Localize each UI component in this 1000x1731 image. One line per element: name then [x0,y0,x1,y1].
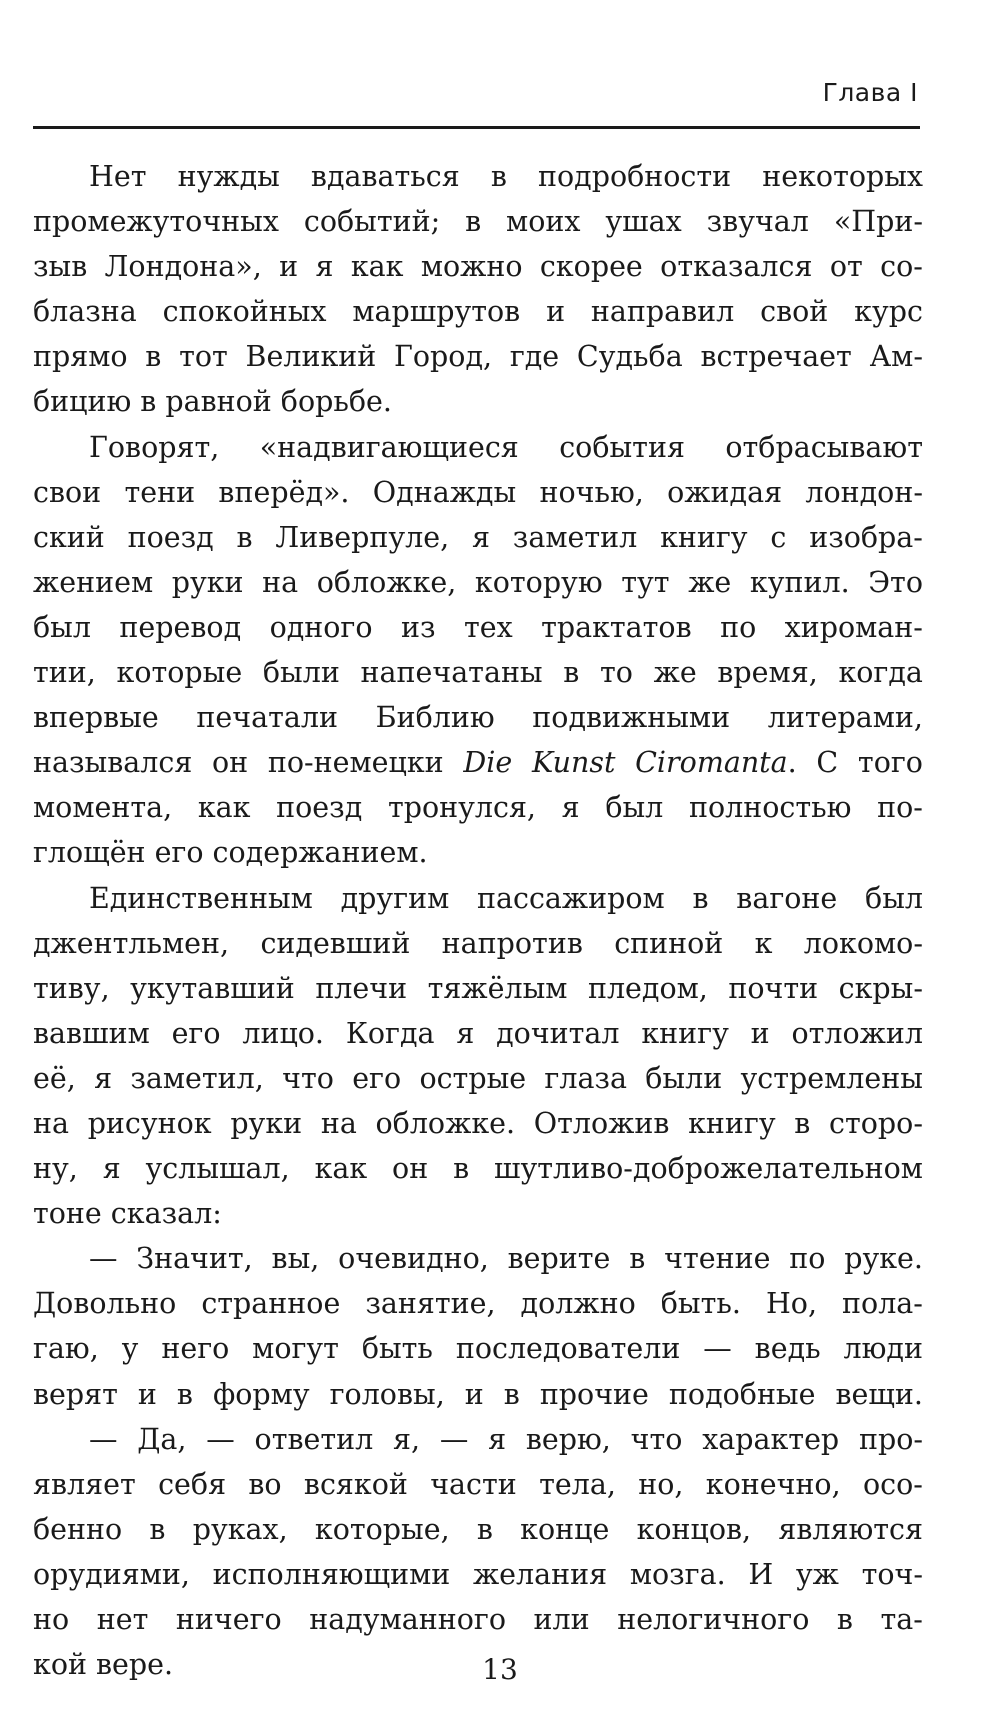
text-line: был перевод одного из тех трактатов по хироман- [33,610,923,644]
text-line: момента, как поезд тронулся, я был полностью по- [33,791,923,825]
text-line: — Да, — ответил я, — я верю, что характер про- [89,1422,923,1456]
text-line: но нет ничего надуманного или нелогичного в та- [33,1603,923,1636]
text-line: впервые печатали Библию подвижными литерами, [33,701,923,735]
text-line: бицию в равной борьбе. [33,385,392,419]
text-line: жением руки на обложке, которую тут же купил. Это [33,565,923,599]
text-line: ну, я услышал, как он в шутливо-доброжелательном [33,1152,923,1186]
text-line: блазна спокойных маршрутов и направил свой курс [33,295,923,329]
text-line: тии, которые были напечатаны в то же время, когда [33,656,923,690]
text-line: бенно в руках, которые, в конце концов, являются [33,1512,923,1546]
page-number: 13 [482,1653,518,1686]
text-line: на рисунок руки на обложке. Отложив книгу в сторо- [33,1106,923,1140]
text-line: Довольно странное занятие, должно быть. Но, пола- [33,1287,923,1321]
text-line: орудиями, исполняющими желания мозга. И уж точ- [33,1557,923,1591]
text-line: назывался он по-немецки Die Kunst Ciromanta. С того [33,746,923,780]
text-line: ский поезд в Ливерпуле, я заметил книгу с изобра- [33,520,923,554]
text-line: являет себя во всякой части тела, но, конечно, осо- [33,1467,923,1501]
text-line: промежуточных событий; в моих ушах звучал «При- [33,205,923,239]
text-line: кой вере. [33,1648,174,1682]
text-line: Говорят, «надвигающиеся события отбрасывают [89,430,923,464]
text-line: её, я заметил, что его острые глаза были устремлены [33,1061,923,1095]
text-line: прямо в тот Великий Город, где Судьба встречает Ам- [33,340,923,374]
body-text [33,154,923,1687]
text-line: глощён его содержанием. [33,836,428,870]
chapter-title: Глава I [822,78,918,107]
text-line: гаю, у него могут быть последователи — ведь люди [33,1332,923,1366]
text-line: верят и в форму головы, и в прочие подобные вещи. [33,1377,923,1411]
running-header [33,74,920,129]
text-line: джентльмен, сидевший напротив спиной к локомо- [33,926,923,960]
text-line: — Значит, вы, очевидно, верите в чтение по руке. [89,1242,923,1276]
text-line: тиву, укутавший плечи тяжёлым пледом, почти скры- [33,971,923,1005]
text-line: зыв Лондона», и я как можно скорее отказался от со- [33,250,923,284]
text-line: тоне сказал: [33,1197,222,1231]
text-line: Единственным другим пассажиром в вагоне был [89,881,923,915]
text-line: вавшим его лицо. Когда я дочитал книгу и отложил [33,1016,923,1050]
text-line: свои тени вперёд». Однажды ночью, ожидая лондон- [33,475,923,509]
text-line: Нет нужды вдаваться в подробности некоторых [89,160,923,193]
